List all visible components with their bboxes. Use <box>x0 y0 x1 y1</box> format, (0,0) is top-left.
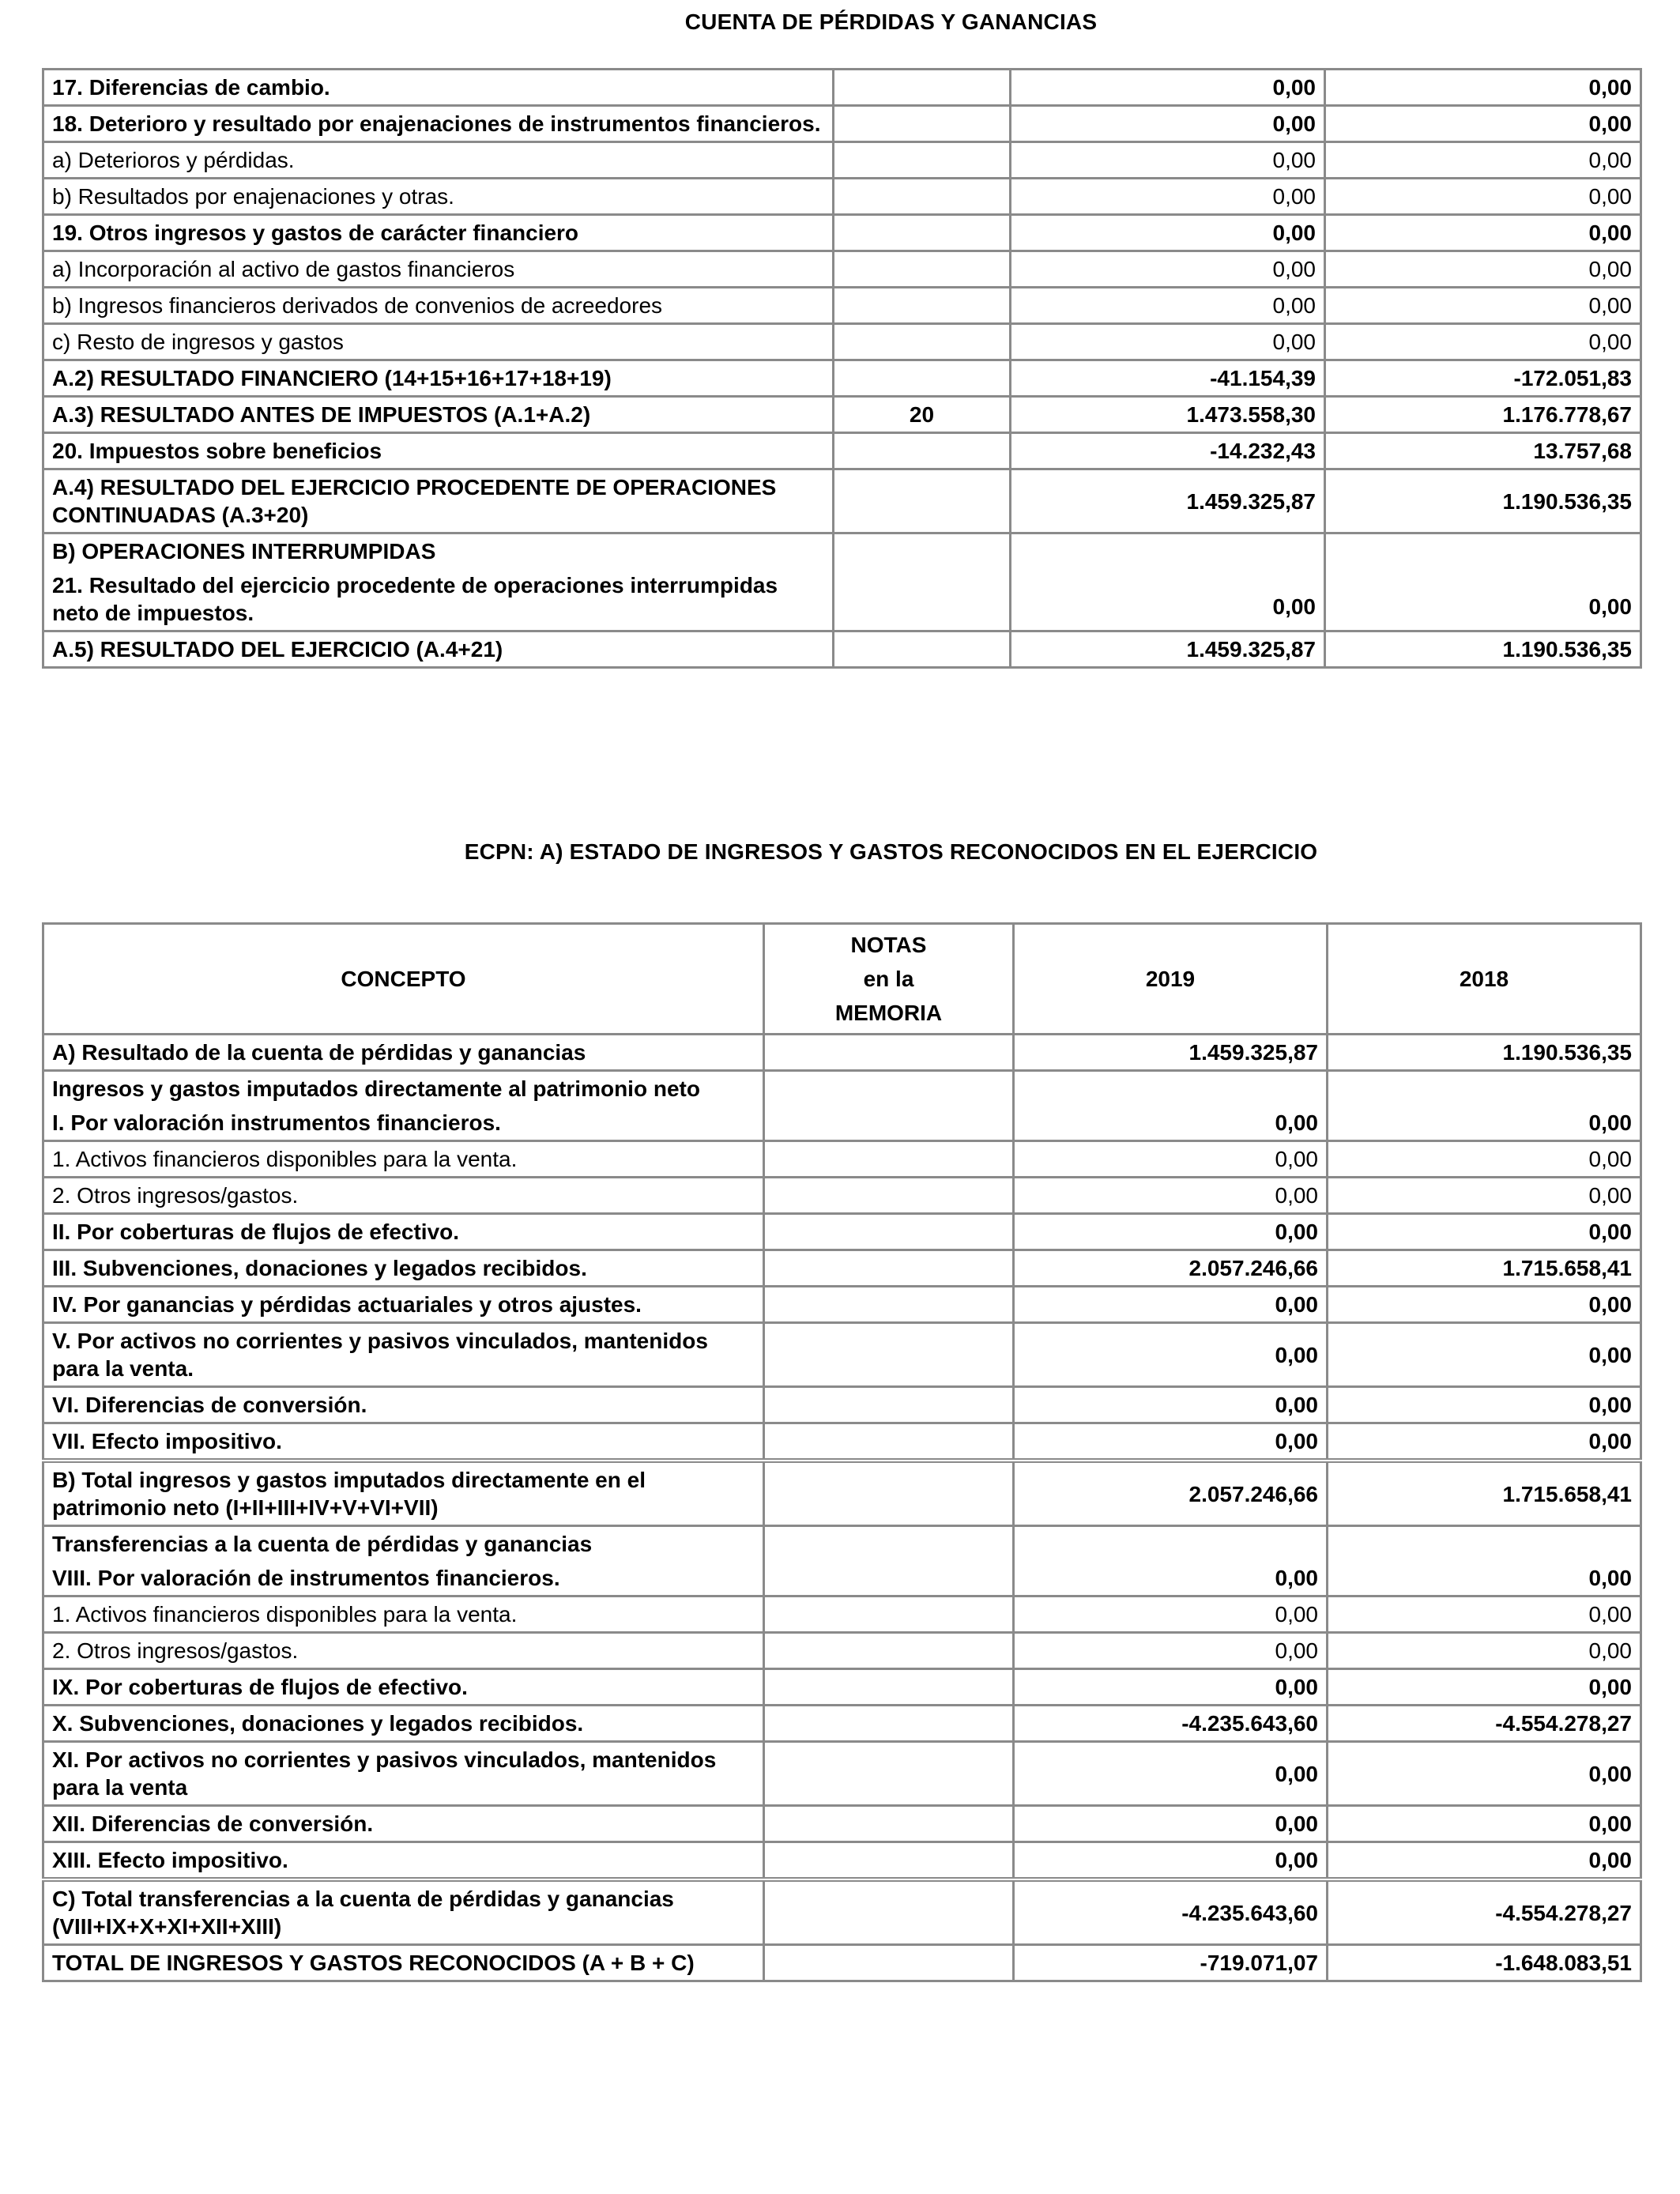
transfer-row-2018: 0,00 <box>1328 1742 1641 1806</box>
transfer-row-nota <box>764 1633 1014 1669</box>
transfer-row-nota <box>764 1596 1014 1633</box>
resultado-2019: 1.459.325,87 <box>1014 1035 1328 1071</box>
pyg-row <box>43 397 1641 433</box>
pyg-row-nota <box>834 215 1011 251</box>
pyg-row-2018: 0,00 <box>1325 251 1641 288</box>
ecpn-table <box>42 922 1642 1982</box>
total-c-nota <box>764 1879 1014 1945</box>
grand-total-2019: -719.071,07 <box>1014 1945 1328 1981</box>
total-b-2019: 2.057.246,66 <box>1014 1461 1328 1526</box>
imputados-row <box>43 1287 1641 1323</box>
transfer-row-label: XI. Por activos no corrientes y pasivos vinculados, mantenidos para la venta <box>43 1742 764 1806</box>
imputados-row-2019: 0,00 <box>1014 1178 1328 1214</box>
pyg-row-nota: 20 <box>834 397 1011 433</box>
header-concepto: CONCEPTO <box>43 924 764 1035</box>
transfer-row-label: XIII. Efecto impositivo. <box>43 1842 764 1880</box>
transfer-first-2018: 0,00 <box>1328 1526 1641 1596</box>
result-2018: 1.190.536,35 <box>1325 631 1641 668</box>
pyg-row-2018: 1.190.536,35 <box>1325 469 1641 533</box>
pyg-row-label: A.4) RESULTADO DEL EJERCICIO PROCEDENTE DE OPERACIONES CONTINUADAS (A.3+20) <box>43 469 834 533</box>
imputados-heading-row <box>43 1071 1641 1141</box>
header-notas-line2: en la <box>863 967 914 991</box>
total-c-row <box>43 1879 1641 1945</box>
interrupted-heading-row <box>43 533 1641 569</box>
imputados-row-label: III. Subvenciones, donaciones y legados recibidos. <box>43 1250 764 1287</box>
imputados-row-label: V. Por activos no corrientes y pasivos vinculados, mantenidos para la venta. <box>43 1323 764 1387</box>
imputados-row-2019: 0,00 <box>1014 1323 1328 1387</box>
pyg-row-nota <box>834 179 1011 215</box>
pyg-row-2018: -172.051,83 <box>1325 360 1641 397</box>
pyg-row-label: a) Incorporación al activo de gastos financieros <box>43 251 834 288</box>
result-nota <box>834 631 1011 668</box>
imputados-row-2018: 0,00 <box>1328 1178 1641 1214</box>
pyg-row-nota <box>834 142 1011 179</box>
transfer-row-label: XII. Diferencias de conversión. <box>43 1806 764 1842</box>
pyg-row-2018: 1.176.778,67 <box>1325 397 1641 433</box>
transfer-row-2019: 0,00 <box>1014 1806 1328 1842</box>
transfer-row <box>43 1596 1641 1633</box>
header-notas-line3: MEMORIA <box>834 1001 943 1025</box>
pyg-row-2019: 0,00 <box>1011 70 1325 106</box>
result-2019: 1.459.325,87 <box>1011 631 1325 668</box>
transfer-heading: Transferencias a la cuenta de pérdidas y ganancias <box>52 1532 593 1556</box>
pyg-row-label: 19. Otros ingresos y gastos de carácter financiero <box>43 215 834 251</box>
transfer-row-2018: 0,00 <box>1328 1669 1641 1706</box>
imputados-row-nota <box>764 1423 1014 1461</box>
transfer-row-2018: 0,00 <box>1328 1806 1641 1842</box>
pyg-row-2019: 0,00 <box>1011 179 1325 215</box>
ecpn-resultado-row <box>43 1035 1641 1071</box>
pyg-row-nota <box>834 251 1011 288</box>
pyg-row-nota <box>834 106 1011 142</box>
imputados-row-2018: 1.715.658,41 <box>1328 1250 1641 1287</box>
imputados-row-nota <box>764 1323 1014 1387</box>
imputados-row <box>43 1250 1641 1287</box>
pyg-row-2019: 0,00 <box>1011 106 1325 142</box>
pyg-row-2018: 0,00 <box>1325 324 1641 360</box>
pyg-row-label: c) Resto de ingresos y gastos <box>43 324 834 360</box>
transfer-row-label: 2. Otros ingresos/gastos. <box>43 1633 764 1669</box>
transfer-row <box>43 1742 1641 1806</box>
imputados-rows <box>43 1141 1641 1461</box>
transfer-row-2018: 0,00 <box>1328 1842 1641 1880</box>
total-b-2018: 1.715.658,41 <box>1328 1461 1641 1526</box>
resultado-nota <box>764 1035 1014 1071</box>
resultado-2018: 1.190.536,35 <box>1328 1035 1641 1071</box>
total-c-label: C) Total transferencias a la cuenta de pérdidas y ganancias (VIII+IX+X+XI+XII+XIII) <box>43 1879 764 1945</box>
interrupted-nota <box>834 533 1011 631</box>
total-c-2018: -4.554.278,27 <box>1328 1879 1641 1945</box>
imputados-row-nota <box>764 1141 1014 1178</box>
ecpn-title: ECPN: A) ESTADO DE INGRESOS Y GASTOS RECONOCIDOS EN EL EJERCICIO <box>464 839 1318 864</box>
pyg-table <box>42 68 1642 669</box>
pyg-row-nota <box>834 360 1011 397</box>
grand-total-nota <box>764 1945 1014 1981</box>
transfer-heading-row <box>43 1526 1641 1596</box>
total-c-2019: -4.235.643,60 <box>1014 1879 1328 1945</box>
imputados-first-2019: 0,00 <box>1014 1071 1328 1141</box>
header-year-2018: 2018 <box>1328 924 1641 1035</box>
pyg-row-label: 18. Deterioro y resultado por enajenaciones de instrumentos financieros. <box>43 106 834 142</box>
pyg-row <box>43 142 1641 179</box>
pyg-title: CUENTA DE PÉRDIDAS Y GANANCIAS <box>684 9 1098 34</box>
transfer-row-nota <box>764 1742 1014 1806</box>
imputados-row <box>43 1214 1641 1250</box>
resultado-label: A) Resultado de la cuenta de pérdidas y ganancias <box>43 1035 764 1071</box>
pyg-row-2018: 0,00 <box>1325 142 1641 179</box>
pyg-row-2019: 1.459.325,87 <box>1011 469 1325 533</box>
transfer-row <box>43 1842 1641 1880</box>
pyg-row-label: a) Deterioros y pérdidas. <box>43 142 834 179</box>
transfer-row-label: IX. Por coberturas de flujos de efectivo. <box>43 1669 764 1706</box>
pyg-row-2019: 0,00 <box>1011 215 1325 251</box>
transfer-first-label: VIII. Por valoración de instrumentos financieros. <box>52 1566 560 1590</box>
pyg-row <box>43 179 1641 215</box>
pyg-row-label: b) Resultados por enajenaciones y otras. <box>43 179 834 215</box>
imputados-row-nota <box>764 1178 1014 1214</box>
pyg-row <box>43 215 1641 251</box>
transfer-row <box>43 1633 1641 1669</box>
interrupted-heading: B) OPERACIONES INTERRUMPIDAS <box>43 533 834 569</box>
imputados-first-nota <box>764 1071 1014 1141</box>
pyg-row <box>43 106 1641 142</box>
pyg-row-2018: 0,00 <box>1325 179 1641 215</box>
total-b-row <box>43 1461 1641 1526</box>
imputados-row <box>43 1141 1641 1178</box>
header-notas-line1: NOTAS <box>850 933 927 957</box>
interrupted-label: 21. Resultado del ejercicio procedente de operaciones interrumpidas neto de impuestos. <box>43 568 834 631</box>
interrupted-2018: 0,00 <box>1325 533 1641 631</box>
imputados-row-label: VII. Efecto impositivo. <box>43 1423 764 1461</box>
transfer-first-2019: 0,00 <box>1014 1526 1328 1596</box>
result-row <box>43 631 1641 668</box>
grand-total-label: TOTAL DE INGRESOS Y GASTOS RECONOCIDOS (A + B + C) <box>43 1945 764 1981</box>
pyg-row-2018: 0,00 <box>1325 106 1641 142</box>
transfer-row-2019: 0,00 <box>1014 1669 1328 1706</box>
pyg-table-body <box>43 70 1641 533</box>
imputados-first-2018: 0,00 <box>1328 1071 1641 1141</box>
imputados-row-label: II. Por coberturas de flujos de efectivo. <box>43 1214 764 1250</box>
transfer-row-2019: -4.235.643,60 <box>1014 1706 1328 1742</box>
imputados-row-2018: 0,00 <box>1328 1287 1641 1323</box>
transfer-row <box>43 1806 1641 1842</box>
pyg-row-2019: 0,00 <box>1011 324 1325 360</box>
imputados-row-2019: 0,00 <box>1014 1423 1328 1461</box>
imputados-row-2019: 2.057.246,66 <box>1014 1250 1328 1287</box>
transfer-row-2019: 0,00 <box>1014 1842 1328 1880</box>
pyg-row <box>43 251 1641 288</box>
imputados-row-2019: 0,00 <box>1014 1387 1328 1423</box>
imputados-row-2019: 0,00 <box>1014 1141 1328 1178</box>
pyg-row-2018: 0,00 <box>1325 70 1641 106</box>
total-b-label: B) Total ingresos y gastos imputados directamente en el patrimonio neto (I+II+III+IV+V+VI+VII) <box>43 1461 764 1526</box>
imputados-row-2018: 0,00 <box>1328 1323 1641 1387</box>
pyg-row <box>43 433 1641 469</box>
transfer-row-2018: 0,00 <box>1328 1596 1641 1633</box>
imputados-row-2019: 0,00 <box>1014 1214 1328 1250</box>
imputados-row-2018: 0,00 <box>1328 1387 1641 1423</box>
pyg-row-2019: 0,00 <box>1011 142 1325 179</box>
total-b-nota <box>764 1461 1014 1526</box>
pyg-row-label: 17. Diferencias de cambio. <box>43 70 834 106</box>
imputados-row-nota <box>764 1214 1014 1250</box>
result-label: A.5) RESULTADO DEL EJERCICIO (A.4+21) <box>43 631 834 668</box>
pyg-row-nota <box>834 469 1011 533</box>
ecpn-header <box>43 924 1641 1141</box>
imputados-row-nota <box>764 1287 1014 1323</box>
transfer-row-2018: 0,00 <box>1328 1633 1641 1669</box>
imputados-row-2019: 0,00 <box>1014 1287 1328 1323</box>
pyg-row-2019: 1.473.558,30 <box>1011 397 1325 433</box>
imputados-heading: Ingresos y gastos imputados directamente al patrimonio neto <box>52 1076 700 1101</box>
pyg-row-2018: 0,00 <box>1325 215 1641 251</box>
imputados-row-nota <box>764 1250 1014 1287</box>
pyg-row <box>43 324 1641 360</box>
imputados-row-2018: 0,00 <box>1328 1423 1641 1461</box>
imputados-row-label: IV. Por ganancias y pérdidas actuariales y otros ajustes. <box>43 1287 764 1323</box>
transfer-row-2018: -4.554.278,27 <box>1328 1706 1641 1742</box>
imputados-row <box>43 1323 1641 1387</box>
imputados-row-2018: 0,00 <box>1328 1141 1641 1178</box>
imputados-row <box>43 1423 1641 1461</box>
imputados-row <box>43 1178 1641 1214</box>
pyg-row-nota <box>834 433 1011 469</box>
transfer-row-2019: 0,00 <box>1014 1596 1328 1633</box>
pyg-row-2019: -41.154,39 <box>1011 360 1325 397</box>
header-notas <box>764 924 1014 1035</box>
transfer-row-nota <box>764 1806 1014 1842</box>
transfer-row-nota <box>764 1669 1014 1706</box>
pyg-row <box>43 360 1641 397</box>
transfer-row-label: 1. Activos financieros disponibles para la venta. <box>43 1596 764 1633</box>
pyg-row-label: 20. Impuestos sobre beneficios <box>43 433 834 469</box>
header-year-2019: 2019 <box>1014 924 1328 1035</box>
pyg-row-2018: 13.757,68 <box>1325 433 1641 469</box>
transfer-label-cell <box>43 1526 764 1596</box>
transfer-first-nota <box>764 1526 1014 1596</box>
transfer-row <box>43 1706 1641 1742</box>
imputados-first-label: I. Por valoración instrumentos financieros. <box>52 1110 501 1135</box>
imputados-row-label: 1. Activos financieros disponibles para la venta. <box>43 1141 764 1178</box>
transfer-row-nota <box>764 1706 1014 1742</box>
pyg-table-footer <box>43 533 1641 668</box>
pyg-row-2019: 0,00 <box>1011 251 1325 288</box>
grand-total-2018: -1.648.083,51 <box>1328 1945 1641 1981</box>
interrupted-2019: 0,00 <box>1011 533 1325 631</box>
pyg-row-nota <box>834 70 1011 106</box>
ecpn-header-row <box>43 924 1641 1035</box>
imputados-row-label: 2. Otros ingresos/gastos. <box>43 1178 764 1214</box>
pyg-row-label: b) Ingresos financieros derivados de convenios de acreedores <box>43 288 834 324</box>
pyg-row <box>43 469 1641 533</box>
imputados-row-2018: 0,00 <box>1328 1214 1641 1250</box>
pyg-row-2018: 0,00 <box>1325 288 1641 324</box>
transfer-row-2019: 0,00 <box>1014 1742 1328 1806</box>
imputados-row-label: VI. Diferencias de conversión. <box>43 1387 764 1423</box>
transfer-rows <box>43 1596 1641 1880</box>
ecpn-total-b-section <box>43 1461 1641 1596</box>
transfer-row-label: X. Subvenciones, donaciones y legados recibidos. <box>43 1706 764 1742</box>
imputados-row-nota <box>764 1387 1014 1423</box>
ecpn-totals <box>43 1879 1641 1981</box>
pyg-row-label: A.3) RESULTADO ANTES DE IMPUESTOS (A.1+A.2) <box>43 397 834 433</box>
imputados-label-cell <box>43 1071 764 1141</box>
pyg-row-2019: 0,00 <box>1011 288 1325 324</box>
pyg-row-nota <box>834 324 1011 360</box>
transfer-row <box>43 1669 1641 1706</box>
pyg-row <box>43 70 1641 106</box>
transfer-row-2019: 0,00 <box>1014 1633 1328 1669</box>
transfer-row-nota <box>764 1842 1014 1880</box>
pyg-row-2019: -14.232,43 <box>1011 433 1325 469</box>
pyg-row <box>43 288 1641 324</box>
imputados-row <box>43 1387 1641 1423</box>
pyg-row-nota <box>834 288 1011 324</box>
pyg-row-label: A.2) RESULTADO FINANCIERO (14+15+16+17+18+19) <box>43 360 834 397</box>
grand-total-row <box>43 1945 1641 1981</box>
